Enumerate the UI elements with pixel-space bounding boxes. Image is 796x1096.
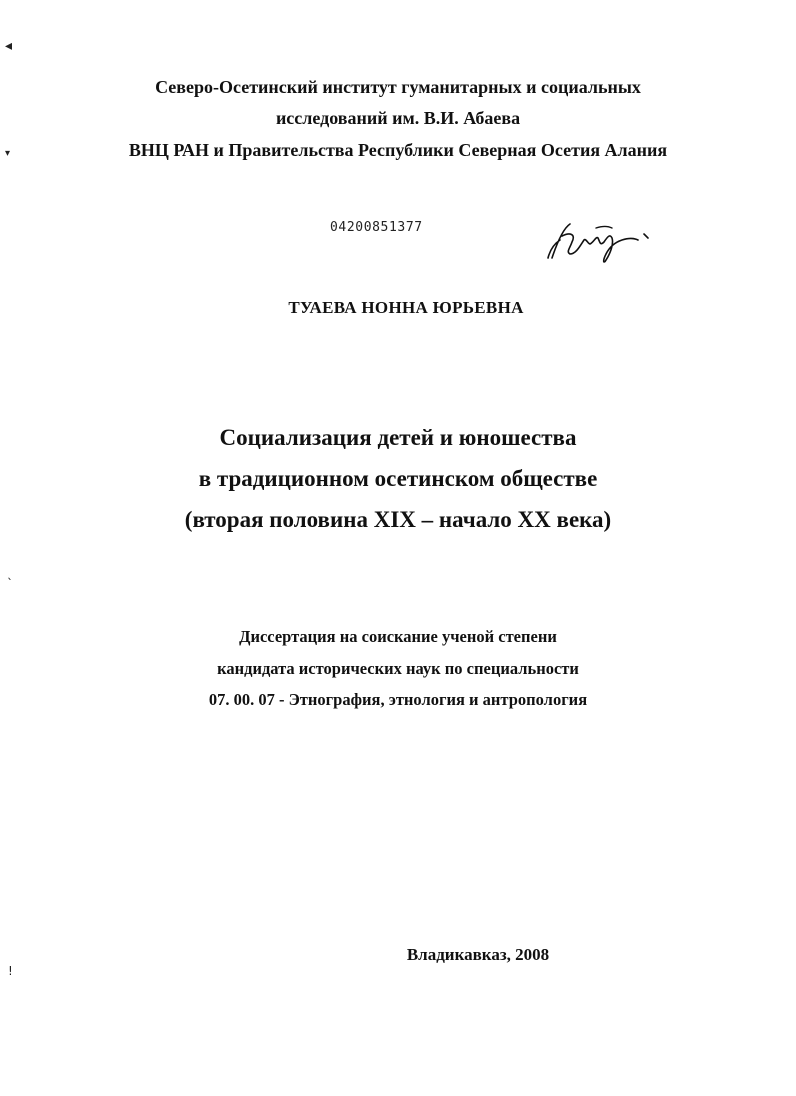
title-line-1: Социализация детей и юношества (219, 425, 577, 450)
description-line-2: кандидата исторических наук по специальности (217, 659, 579, 678)
author-name: ТУАЕВА НОННА ЮРЬЕВНА (288, 298, 524, 317)
city-year: Владикавказ, 2008 (406, 945, 550, 964)
scan-mark-icon: ! (8, 964, 13, 978)
scan-mark-icon: ˎ (7, 566, 13, 580)
description-line-1: Диссертация на соискание ученой степени (239, 627, 557, 646)
description-line-3: 07. 00. 07 - Этнография, этнология и антропология (208, 690, 588, 709)
institution-line-3: ВНЦ РАН и Правительства Республики Северная Осетия Алания (128, 140, 668, 160)
inventory-number: 04200851377 (330, 220, 423, 235)
institution-line-1: Северо-Осетинский институт гуманитарных и социальных (155, 77, 641, 97)
title-line-2: в традиционном осетинском обществе (198, 466, 598, 491)
scan-mark-icon: ▾ (5, 148, 11, 159)
signature-icon (540, 210, 660, 272)
title-line-3: (вторая половина XIX – начало XX века) (184, 507, 612, 532)
scan-mark-icon: ◂ (5, 38, 13, 54)
institution-line-2: исследований им. В.И. Абаева (275, 108, 521, 128)
